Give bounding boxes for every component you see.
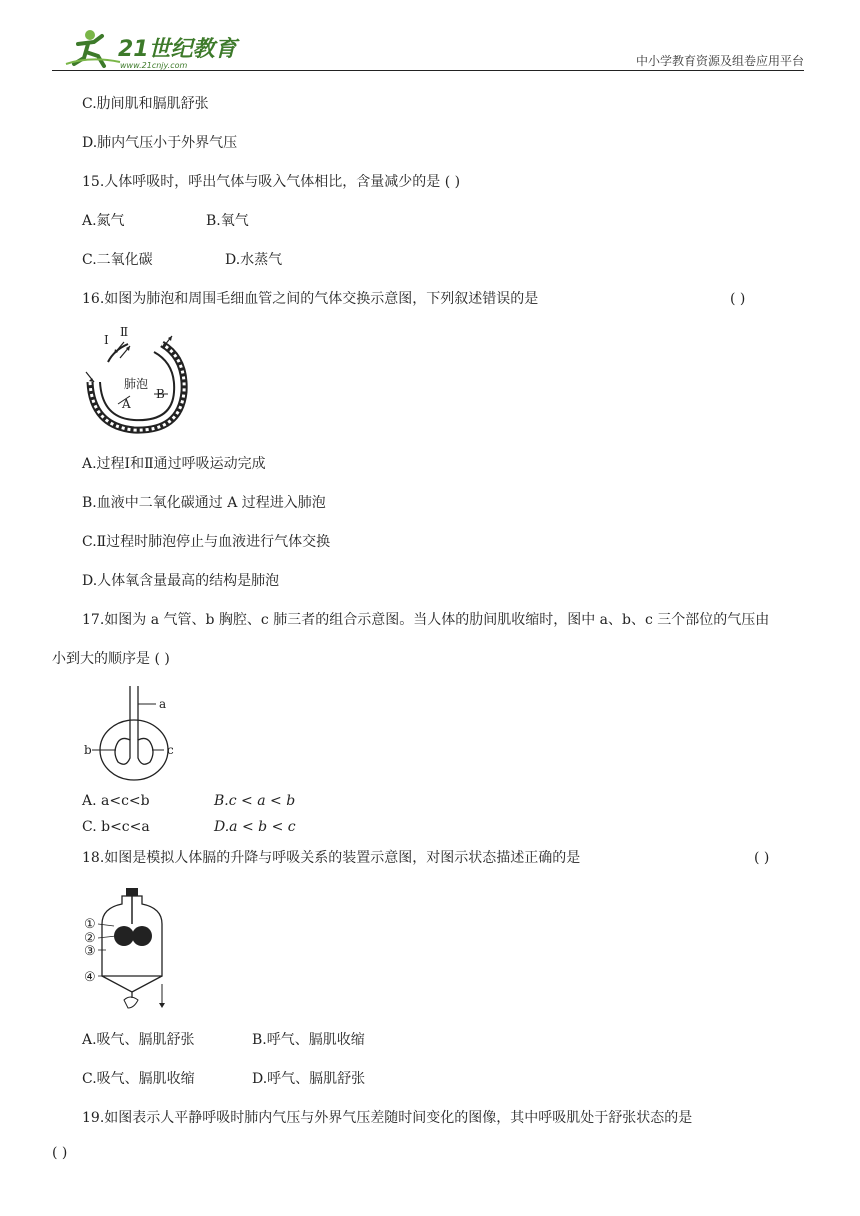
q17-option-c: C. b<c<a xyxy=(82,819,150,835)
q15-option-c: C.二氧化碳 xyxy=(82,252,153,268)
fig16-label-alveolus: 肺泡 xyxy=(124,377,149,391)
q19-stem: 19.如图表示人平静呼吸时肺内气压与外界气压差随时间变化的图像，其中呼吸肌处于舒张状态的是 xyxy=(82,1110,693,1126)
alveolus-gas-exchange-figure xyxy=(84,322,194,442)
q15-stem: 15.人体呼吸时，呼出气体与吸入气体相比，含量减少的是 ( ) xyxy=(82,174,461,190)
q18-stem: 18.如图是模拟人体膈的升降与呼吸关系的装置示意图，对图示状态描述正确的是 xyxy=(82,850,581,866)
fig17-label-a: a xyxy=(159,697,167,711)
q16-option-d: D.人体氧含量最高的结构是肺泡 xyxy=(82,573,280,589)
page-header xyxy=(52,22,804,72)
logo-text: 21世纪教育 xyxy=(118,37,237,62)
q18-option-a: A.吸气、膈肌舒张 xyxy=(82,1032,195,1048)
logo-url: www.21cnjy.com xyxy=(120,61,188,70)
q16-answer-paren: ( ) xyxy=(730,291,746,307)
q16-option-a: A.过程Ⅰ和Ⅱ通过呼吸运动完成 xyxy=(82,456,266,472)
diaphragm-model-figure xyxy=(84,884,184,1014)
q15-option-d: D.水蒸气 xyxy=(225,252,283,268)
q17-option-a: A. a<c<b xyxy=(82,793,150,809)
fig18-label-2: ② xyxy=(84,931,96,946)
trachea-thorax-lung-figure xyxy=(84,684,184,784)
q16-option-b: B.血液中二氧化碳通过 A 过程进入肺泡 xyxy=(82,495,326,511)
site-logo xyxy=(60,26,240,70)
q17-stem-line1: 17.如图为 a 气管、b 胸腔、c 肺三者的组合示意图。当人体的肋间肌收缩时，图中 a、b、c 三个部位的气压由 xyxy=(82,612,770,628)
q18-option-c: C.吸气、膈肌收缩 xyxy=(82,1071,195,1087)
q18-option-d: D.呼气、膈肌舒张 xyxy=(252,1071,366,1087)
q19-answer-paren: ( ) xyxy=(52,1145,68,1161)
fig16-label-I: Ⅰ xyxy=(104,333,109,347)
q17-stem-line2: 小到大的顺序是 ( ) xyxy=(52,651,170,667)
q16-stem: 16.如图为肺泡和周围毛细血管之间的气体交换示意图，下列叙述错误的是 xyxy=(82,291,539,307)
fig16-label-II: Ⅱ xyxy=(120,325,129,339)
header-platform-text: 中小学教育资源及组卷应用平台 xyxy=(635,54,804,68)
fig18-label-1: ① xyxy=(84,917,96,932)
fig18-label-4: ④ xyxy=(84,970,96,985)
q15-option-b: B.氧气 xyxy=(206,213,249,229)
fig16-label-A: A xyxy=(122,397,131,411)
q17-option-b: B.c < a < b xyxy=(214,793,296,809)
q18-option-b: B.呼气、膈肌收缩 xyxy=(252,1032,365,1048)
fig16-label-B: B xyxy=(156,387,165,401)
fig17-label-c: c xyxy=(167,743,174,757)
fig18-label-3: ③ xyxy=(84,944,96,959)
q16-option-c: C.Ⅱ过程时肺泡停止与血液进行气体交换 xyxy=(82,534,331,550)
q17-option-d: D.a < b < c xyxy=(214,819,296,835)
fig17-label-b: b xyxy=(84,743,92,757)
q14-option-d: D.肺内气压小于外界气压 xyxy=(82,135,238,151)
q18-answer-paren: ( ) xyxy=(754,850,770,866)
q14-option-c: C.肋间肌和膈肌舒张 xyxy=(82,96,209,112)
q15-option-a: A.氮气 xyxy=(82,213,125,229)
header-divider xyxy=(52,70,804,71)
